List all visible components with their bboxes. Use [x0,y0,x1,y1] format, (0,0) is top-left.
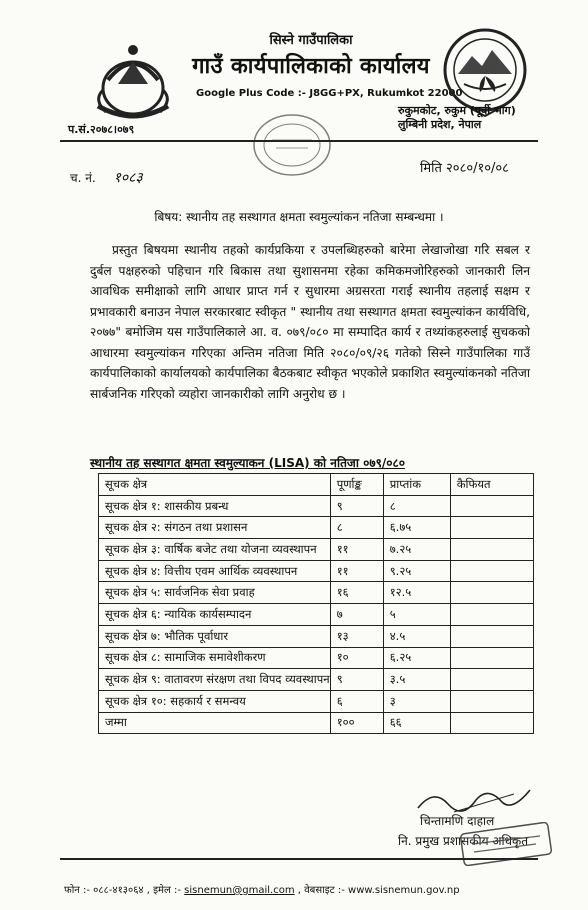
cell-area: सूचक क्षेत्र ५: सार्वजनिक सेवा प्रवाह [99,582,331,604]
table-row [99,604,534,626]
cell-obtained: ५ [383,604,450,626]
address-line1: रुकुमकोट, रुकुम (पूर्वी भाग) [398,104,516,117]
cell-full: ६ [330,690,383,712]
office-title [188,30,434,80]
cell-obtained: ६.७५ [383,517,450,539]
nepal-emblem-icon [88,40,178,120]
cell-total-obtained: ६६ [383,712,450,734]
cell-remarks [450,517,533,539]
dispatch-number [70,168,143,187]
table-row [99,625,534,647]
cell-remarks [450,582,533,604]
cell-obtained: ७.२५ [383,539,450,561]
dispatch-label: च. नं. [70,171,96,185]
cell-full: १३ [330,625,383,647]
cell-obtained: ८ [383,495,450,517]
office-seal-icon [250,110,334,180]
cell-full: ९ [330,669,383,691]
cell-remarks [450,669,533,691]
cell-full: ७ [330,604,383,626]
cell-full: ८ [330,517,383,539]
cell-remarks [450,647,533,669]
footer-website[interactable]: , वेबसाइट :- www.sisnemun.gov.np [297,885,460,896]
cell-area: सूचक क्षेत्र ७: भौतिक पूर्वाधार [99,625,331,647]
signatory-name: चिन्तामणि दाहाल [420,814,495,828]
cell-remarks [450,560,533,582]
office-name: गाउँ कार्यपालिकाको कार्यालय [192,54,430,79]
cell-obtained: ९.२५ [383,560,450,582]
cell-area: सूचक क्षेत्र ६: न्यायिक कार्यसम्पादन [99,604,331,626]
letter-date: मिति २०८०/१०/०८ [420,161,509,176]
cell-remarks [450,625,533,647]
header-divider [60,140,538,142]
municipality-name: सिस्ने गाउँपालिका [269,33,353,48]
signatory-role: नि. प्रमुख प्रशासकीय अधिकृत [398,834,529,848]
cell-total-full: १०० [330,712,383,734]
table-header-row [99,474,534,496]
table-row [99,539,534,561]
table-row [99,669,534,691]
table-row [99,517,534,539]
cell-area: सूचक क्षेत्र १०: सहकार्य र समन्वय [99,690,331,712]
table-row [99,582,534,604]
plus-code: Google Plus Code :- J8GG+PX, Rukumkot 22000 [196,88,463,99]
col-header-obtained: प्राप्तांक [383,474,450,496]
cell-remarks [450,604,533,626]
cell-area: सूचक क्षेत्र ३: वार्षिक बजेट तथा योजना व्यवस्थापन [99,539,331,561]
cell-full: १० [330,647,383,669]
cell-obtained: १२.५ [383,582,450,604]
table-row [99,690,534,712]
cell-total-remarks [450,712,533,734]
table-title: स्थानीय तह सस्थागत क्षमता स्वमुल्याकन (LISA) को नतिजा ०७९/०८० [90,456,405,470]
dispatch-value: १०८३ [113,170,143,186]
letter-body: प्रस्तुत बिषयमा स्थानीय तहको कार्यप्रकिया र उपलब्धिहरुको बारेमा लेखाजोखा गरि सबल र दुर्बल पक्षहरुको पहिचान गरि बिकास तथा सुशासनमा रहेका कमिकमजोरिहरुको जानकारी लिन आवधिक समीक्षाको लागि आधार प्राप्त गर्न र सुधारमा अग्रसरता गराई स्थानीय तहलाई सक्षम र प्रभावकारी बनाउन नेपाल सरकारबाट स्वीकृत " स्थानीय तथा सस्थागत क्षमता स्वमुल्यांकन कार्यविधि, २०७७" बमोजिम यस गाउँपालिकाले आ. व. ०७९/०८० मा सम्पादित कार्य र तथ्यांकहरुलाई सुचकको आधारमा स्वमुल्यांकन गरिएका अन्तिम नतिजा मिति २०८०/०९/२६ गतेको सिस्ने गाउँपालिका गाउँ कार्यपालिकाको कार्यालयको कार्यपालिका बैठकबाट स्वीकृत भएकोले प्रकाशित स्वमुल्यांकनको नतिजा सार्बजनिक गरिएको व्यहोरा जानकारीको लागि अनुरोध छ । [90,243,530,401]
reference-number: प.सं.२०७८।०७९ [68,123,135,136]
office-address [398,104,516,132]
col-header-full-marks: पूर्णाङ्क [330,474,383,496]
col-header-area: सूचक क्षेत्र [99,474,331,496]
cell-area: सूचक क्षेत्र ८: सामाजिक समावेशीकरण [99,647,331,669]
cell-total-label: जम्मा [99,712,331,734]
col-header-remarks: कैफियत [450,474,533,496]
cell-area: सूचक क्षेत्र ४: वित्तीय एवम आर्थिक व्यवस्थापन [99,560,331,582]
table-total-row [99,712,534,734]
footer-contact [64,882,460,896]
cell-full: ११ [330,539,383,561]
cell-obtained: ४.५ [383,625,450,647]
letter-subject: बिषय: स्थानीय तह सस्थागत क्षमता स्वमुल्यांकन नतिजा सम्बन्धमा । [154,210,444,224]
cell-full: ११ [330,560,383,582]
cell-area: सूचक क्षेत्र १: शासकीय प्रबन्ध [99,495,331,517]
cell-full: १६ [330,582,383,604]
address-line2: लुम्बिनी प्रदेश, नेपाल [398,118,482,131]
cell-remarks [450,690,533,712]
table-row [99,647,534,669]
footer-phone: फोन :- ०८८-४१३०६४ , इमेल :- [64,885,181,896]
footer-divider [60,858,538,860]
footer-email-link[interactable]: sisnemun@gmail.com [184,885,295,896]
lisa-results-table [98,473,534,734]
cell-area: सूचक क्षेत्र २: संगठन तथा प्रशासन [99,517,331,539]
cell-obtained: ३ [383,690,450,712]
cell-remarks [450,495,533,517]
cell-obtained: ६.२५ [383,647,450,669]
cell-full: ९ [330,495,383,517]
cell-obtained: ३.५ [383,669,450,691]
cell-area: सूचक क्षेत्र ९: वातावरण संरक्षण तथा विपद व्यवस्थापन [99,669,331,691]
table-row [99,495,534,517]
table-row [99,560,534,582]
cell-remarks [450,539,533,561]
